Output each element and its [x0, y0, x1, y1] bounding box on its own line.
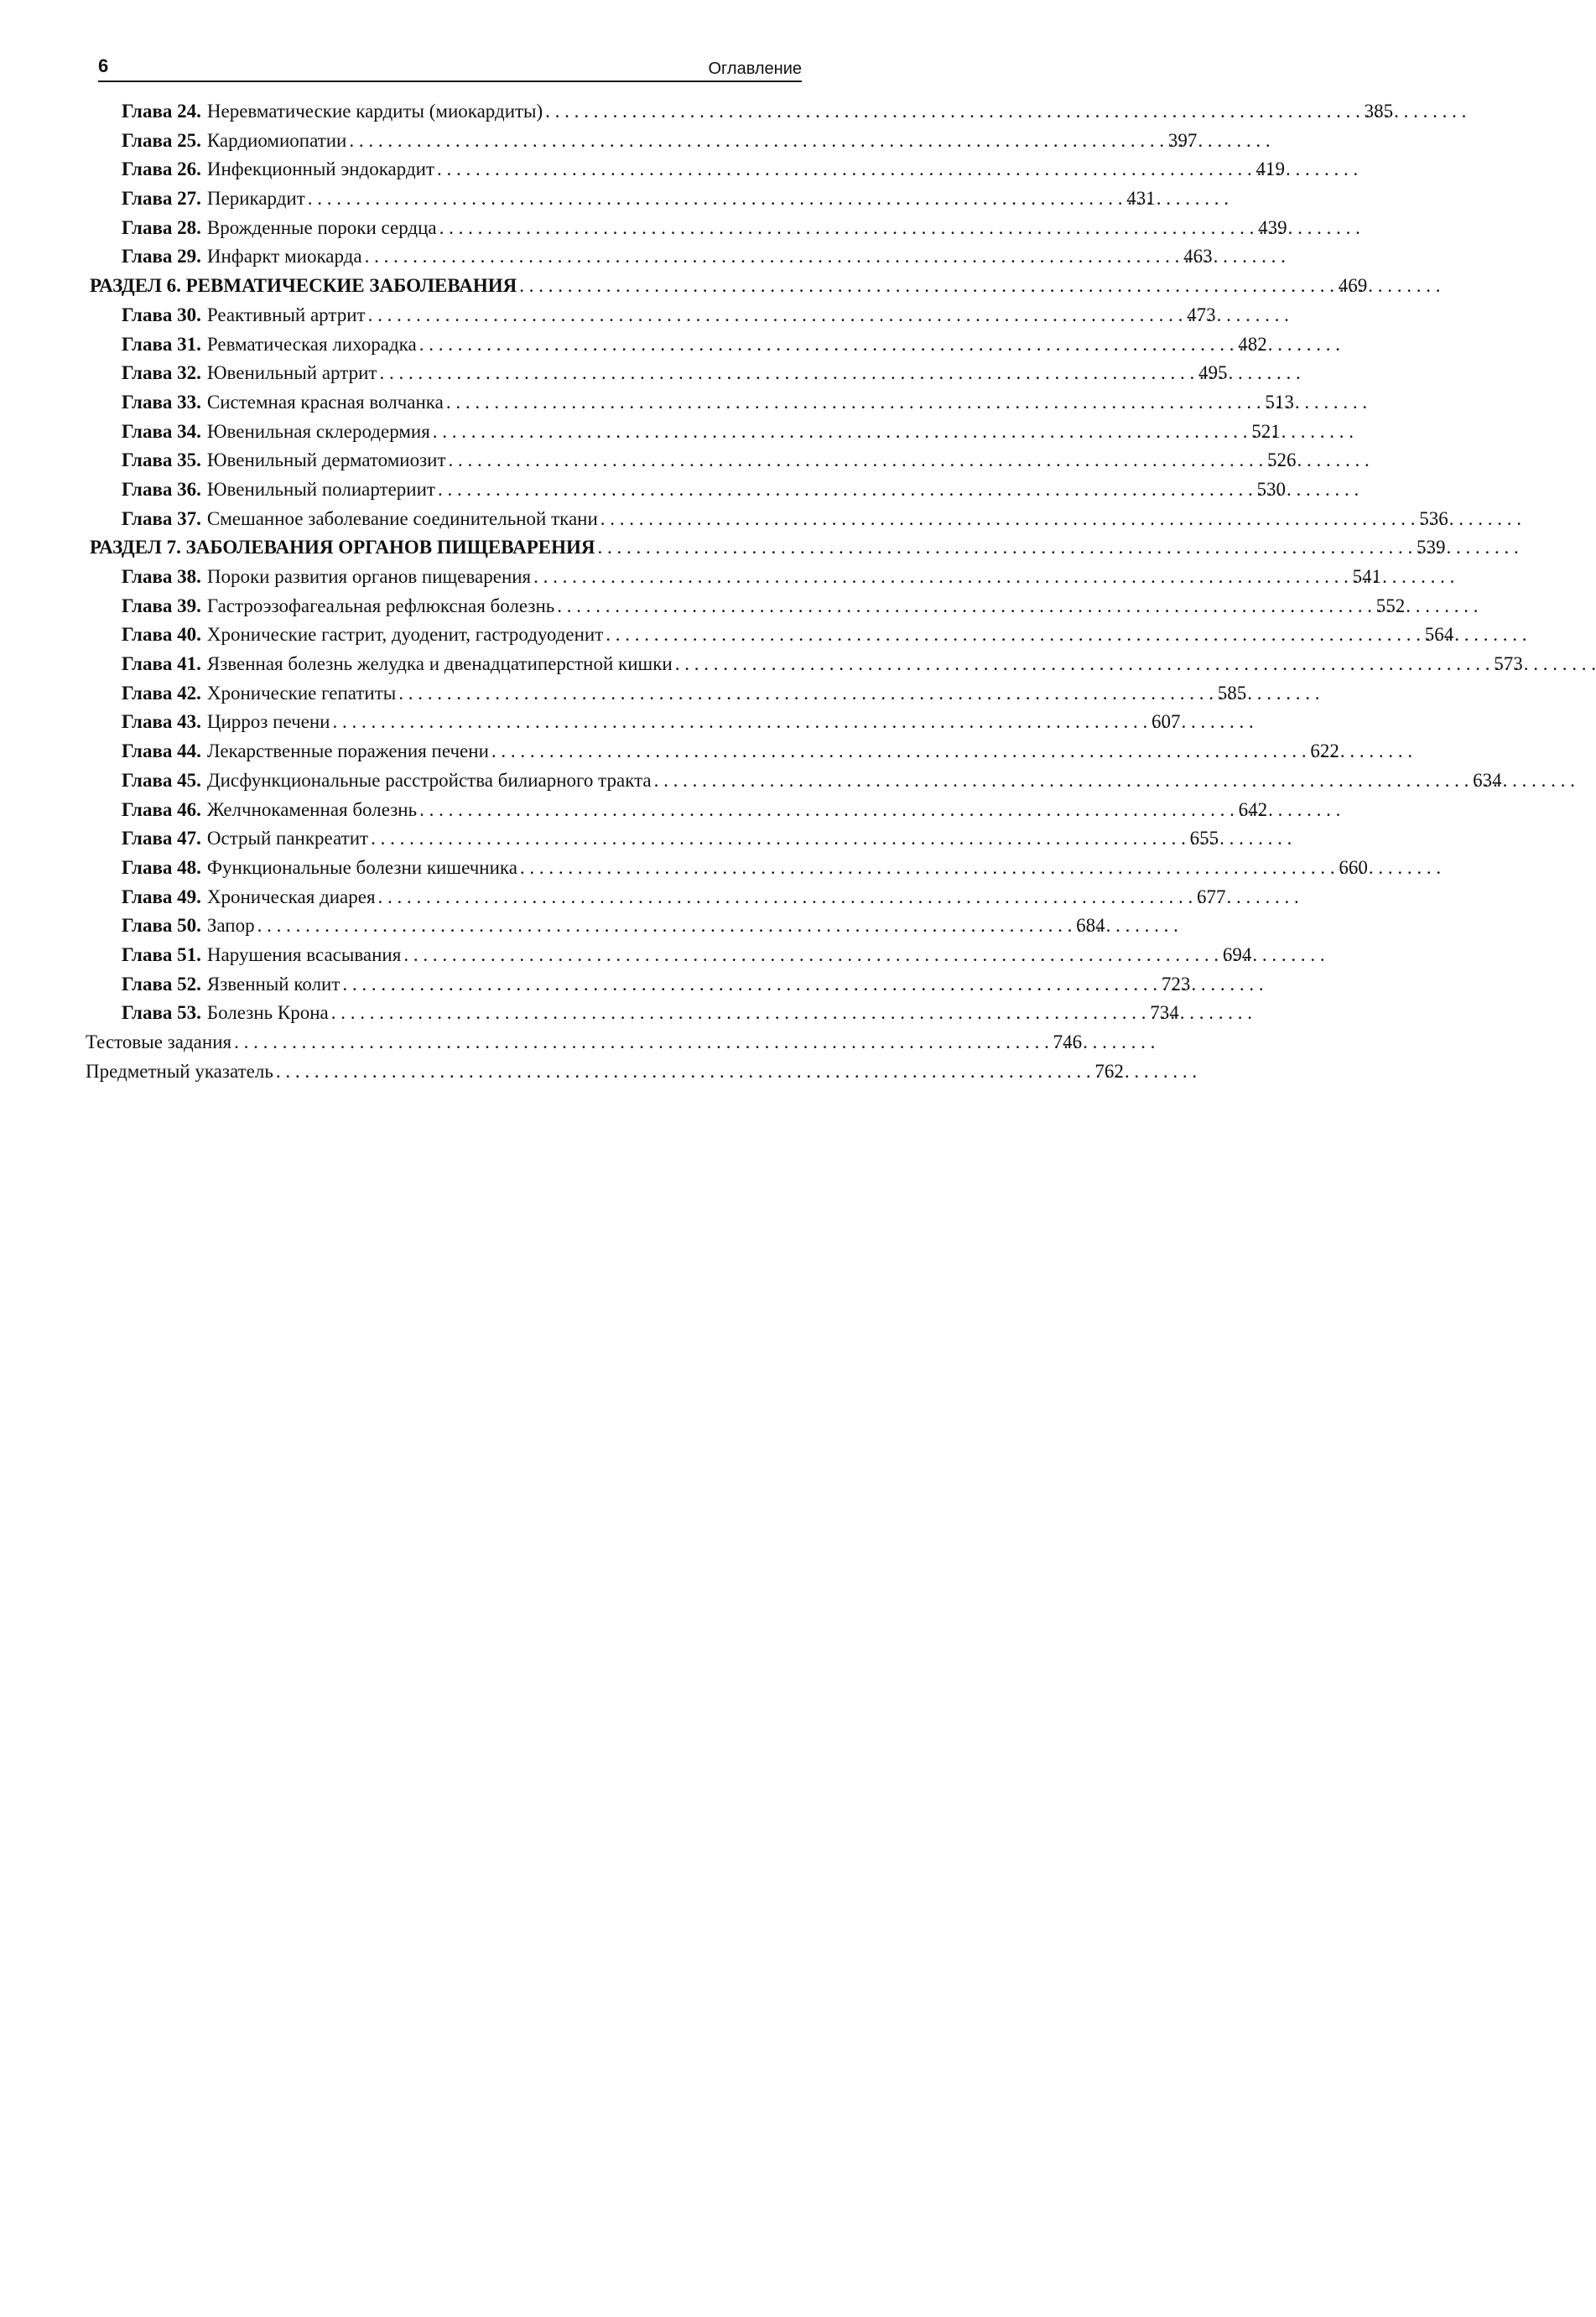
toc-entry-title: Реактивный артрит — [206, 304, 366, 325]
toc-entry-title: Кардиомиопатии — [206, 129, 347, 151]
toc-page-number: 495 — [1198, 362, 1228, 384]
toc-page-number: 642 — [1238, 798, 1268, 820]
toc-page-number: 552 — [1375, 595, 1406, 616]
table-of-contents — [0, 97, 1523, 1086]
toc-chapter-number: Глава 26. — [122, 158, 201, 180]
toc-chapter-number: Глава 46. — [122, 798, 201, 820]
toc-entry-chapter[interactable] — [0, 301, 1216, 330]
running-head — [98, 50, 802, 82]
toc-entry-chapter[interactable] — [0, 679, 1247, 709]
toc-entry-title: Хронические гепатиты — [206, 682, 397, 704]
toc-entry-chapter[interactable] — [0, 127, 1198, 156]
toc-chapter-number: Глава 33. — [122, 391, 201, 413]
toc-page-number: 385 — [1364, 101, 1394, 122]
toc-entry-chapter[interactable] — [0, 999, 1179, 1028]
toc-entry-chapter[interactable] — [0, 97, 1394, 127]
toc-entry-title: Запор — [206, 915, 255, 937]
toc-entry-title: Функциональные болезни кишечника — [206, 856, 517, 878]
toc-entry-plain[interactable] — [0, 1028, 1083, 1057]
toc-page-number: 684 — [1076, 915, 1105, 937]
toc-chapter-number: Глава 43. — [122, 711, 201, 733]
toc-entry-title: Инфаркт миокарда — [206, 246, 362, 268]
toc-entry-title: Инфекционный эндокардит — [206, 158, 435, 180]
toc-page-number: 564 — [1424, 624, 1454, 646]
toc-entry-title: Тестовые задания — [86, 1031, 232, 1052]
toc-entry-title: Хроническая диарея — [206, 886, 376, 907]
toc-entry-title: Неревматические кардиты (миокардиты) — [206, 101, 543, 122]
toc-page-number: 541 — [1352, 566, 1382, 587]
toc-entry-chapter[interactable] — [0, 824, 1219, 854]
toc-chapter-number: Глава 36. — [122, 478, 201, 500]
toc-entry-title: Системная красная волчанка — [206, 391, 444, 413]
toc-entry-title: РАЗДЕЛ 7. ЗАБОЛЕВАНИЯ ОРГАНОВ ПИЩЕВАРЕНИЯ — [90, 537, 595, 558]
toc-page-number: 463 — [1183, 246, 1213, 268]
toc-entry-title: РАЗДЕЛ 6. РЕВМАТИЧЕСКИЕ ЗАБОЛЕВАНИЯ — [90, 275, 517, 297]
dot-leader — [234, 1028, 241, 1057]
toc-chapter-number: Глава 41. — [122, 653, 201, 675]
toc-chapter-number: Глава 32. — [122, 362, 201, 384]
toc-chapter-number: Глава 27. — [122, 188, 201, 210]
toc-entry-title: Язвенная болезнь желудка и двенадцатиперстной кишки — [206, 653, 673, 675]
toc-chapter-number: Глава 45. — [122, 769, 201, 791]
toc-page-number: 655 — [1189, 828, 1219, 849]
toc-page-number: 419 — [1255, 158, 1286, 180]
toc-entry-title: Ювенильный дерматомиозит — [206, 449, 446, 471]
toc-chapter-number: Глава 31. — [122, 333, 201, 355]
dot-leader — [349, 127, 356, 155]
toc-chapter-number: Глава 28. — [122, 216, 201, 238]
toc-page-number: 431 — [1126, 188, 1156, 210]
toc-entry-chapter[interactable] — [0, 359, 1228, 388]
toc-page-number: 634 — [1473, 769, 1502, 791]
toc-chapter-number: Глава 39. — [122, 595, 201, 616]
toc-page-number: 513 — [1265, 391, 1294, 413]
toc-page-number: 439 — [1258, 216, 1287, 238]
toc-chapter-number: Глава 30. — [122, 304, 201, 325]
toc-page-number: 473 — [1187, 304, 1216, 325]
toc-chapter-number: Глава 35. — [122, 449, 201, 471]
toc-entry-chapter[interactable] — [0, 708, 1181, 737]
toc-chapter-number: Глава 37. — [122, 507, 201, 529]
toc-entry-title: Язвенный колит — [206, 973, 341, 995]
toc-page-number: 469 — [1338, 275, 1368, 297]
toc-entry-title: Ревматическая лихорадка — [206, 333, 417, 355]
toc-entry-title: Цирроз печени — [206, 711, 330, 733]
toc-entry-chapter[interactable] — [0, 970, 1191, 1000]
dot-leader — [545, 97, 552, 126]
toc-entry-title: Перикардит — [206, 188, 305, 210]
toc-entry-title: Болезнь Крона — [206, 1002, 329, 1024]
toc-chapter-number: Глава 51. — [122, 943, 201, 965]
toc-chapter-number: Глава 50. — [122, 915, 201, 937]
toc-chapter-number: Глава 48. — [122, 856, 201, 878]
toc-page-number: 677 — [1197, 886, 1226, 907]
toc-entry-title: Желчнокаменная болезнь — [206, 798, 418, 820]
dot-leader — [308, 184, 315, 213]
toc-chapter-number: Глава 25. — [122, 129, 201, 151]
toc-chapter-number: Глава 47. — [122, 828, 201, 849]
toc-entry-chapter[interactable] — [0, 883, 1226, 912]
toc-page-number: 723 — [1161, 973, 1191, 995]
toc-entry-title: Нарушения всасывания — [206, 943, 402, 965]
toc-entry-title: Пороки развития органов пищеварения — [206, 566, 532, 587]
toc-page-number: 585 — [1217, 682, 1247, 704]
toc-page-number: 622 — [1310, 740, 1339, 762]
toc-chapter-number: Глава 24. — [122, 101, 201, 122]
toc-entry-title: Дисфункциональные расстройства билиарного тракта — [206, 769, 652, 791]
toc-page-number: 607 — [1151, 711, 1181, 733]
toc-page-number: 660 — [1339, 856, 1368, 878]
dot-leader — [257, 912, 264, 940]
toc-entry-title: Острый панкреатит — [206, 828, 369, 849]
toc-page-number: 573 — [1494, 653, 1523, 675]
toc-page-number: 539 — [1417, 537, 1446, 558]
toc-chapter-number: Глава 42. — [122, 682, 201, 704]
toc-entry-title: Предметный указатель — [86, 1060, 273, 1082]
toc-chapter-number: Глава 40. — [122, 624, 201, 646]
toc-page-number: 530 — [1256, 478, 1286, 500]
toc-page-number: 482 — [1238, 333, 1267, 355]
toc-entry-chapter[interactable] — [0, 912, 1105, 941]
toc-chapter-number: Глава 53. — [122, 1002, 201, 1024]
toc-page-number: 397 — [1167, 129, 1198, 151]
toc-entry-title: Гастроэзофагеальная рефлюксная болезнь — [206, 595, 555, 616]
toc-entry-title: Ювенильная склеродермия — [206, 420, 430, 442]
toc-chapter-number: Глава 52. — [122, 973, 201, 995]
toc-entry-title: Лекарственные поражения печени — [206, 740, 489, 762]
toc-entry-chapter[interactable] — [0, 242, 1213, 272]
toc-page-number: 694 — [1222, 943, 1252, 965]
toc-entry-title: Врожденные пороки сердца — [206, 216, 437, 238]
toc-chapter-number: Глава 29. — [122, 246, 201, 268]
toc-entry-chapter[interactable] — [0, 184, 1156, 214]
toc-page-number: 521 — [1251, 420, 1281, 442]
toc-page-number: 526 — [1267, 449, 1297, 471]
toc-page-number: 762 — [1094, 1060, 1124, 1082]
toc-page-number: 536 — [1419, 507, 1448, 529]
running-section-title: Оглавление — [708, 60, 802, 78]
toc-entry-title: Ювенильный артрит — [206, 362, 377, 384]
toc-chapter-number: Глава 38. — [122, 566, 201, 587]
toc-entry-title: Смешанное заболевание соединительной ткани — [206, 507, 598, 529]
toc-entry-title: Ювенильный полиартериит — [206, 478, 435, 500]
page-number: 6 — [98, 55, 109, 76]
toc-entry-plain[interactable] — [0, 1057, 1124, 1087]
toc-entry-chapter[interactable] — [0, 941, 1252, 970]
toc-entry-title: Хронические гастрит, дуоденит, гастродуоденит — [206, 624, 604, 646]
toc-chapter-number: Глава 44. — [122, 740, 201, 762]
toc-chapter-number: Глава 34. — [122, 420, 201, 442]
toc-chapter-number: Глава 49. — [122, 886, 201, 907]
toc-page-number: 746 — [1053, 1031, 1083, 1052]
toc-page-number: 734 — [1150, 1002, 1179, 1024]
